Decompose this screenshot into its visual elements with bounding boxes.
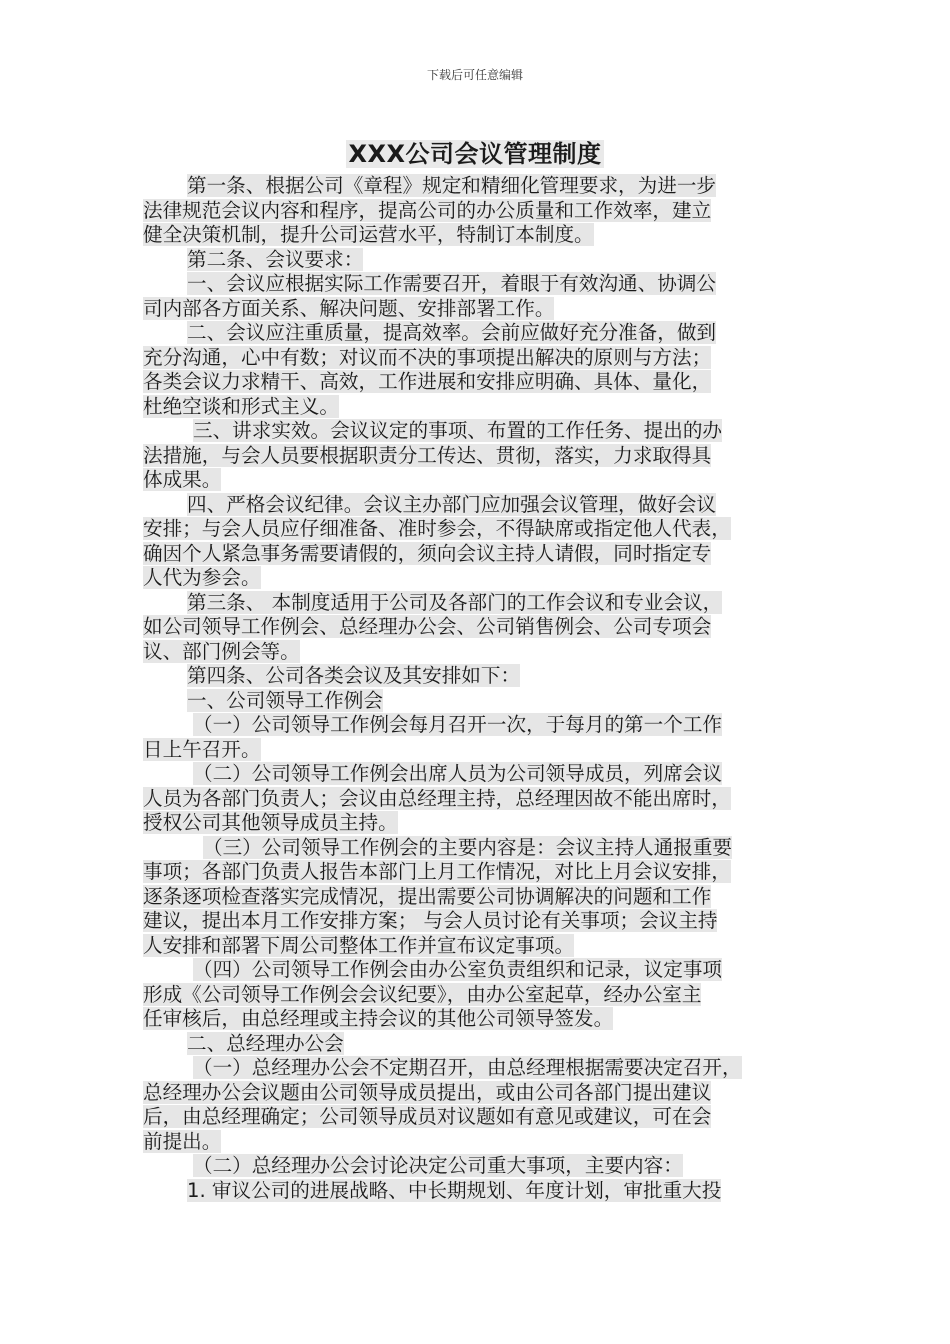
text-line	[143, 591, 815, 616]
text-line	[143, 1179, 815, 1204]
text-line	[143, 370, 815, 395]
document-body	[143, 174, 815, 1203]
line-text: 议、部门例会等。	[143, 639, 300, 663]
line-text: （三）公司领导工作例会的主要内容是：会议主持人通报重要	[203, 835, 733, 859]
text-line	[143, 1032, 815, 1057]
text-line	[143, 909, 815, 934]
line-text: 逐条逐项检查落实完成情况，提出需要公司协调解决的问题和工作	[143, 884, 712, 908]
line-text: （一）公司领导工作例会每月召开一次，于每月的第一个工作	[193, 713, 723, 736]
text-line	[143, 934, 815, 959]
text-line	[143, 493, 815, 518]
text-line	[143, 321, 815, 346]
line-text: 任审核后，由总经理或主持会议的其他公司领导签发。	[143, 1007, 614, 1030]
line-text: （一）总经理办公会不定期召开，由总经理根据需要决定召开，	[193, 1056, 742, 1079]
text-line	[143, 787, 815, 812]
text-line	[143, 297, 815, 322]
line-text: 确因个人紧急事务需要请假的，须向会议主持人请假，同时指定专	[143, 541, 712, 565]
line-text: 事项；各部门负责人报告本部门上月工作情况，对比上月会议安排，	[143, 860, 731, 883]
text-line	[143, 444, 815, 469]
header-note: 下载后可任意编辑	[426, 68, 523, 82]
line-text: 建议，提出本月工作安排方案； 与会人员讨论有关事项；会议主持	[143, 909, 718, 932]
text-line	[143, 174, 815, 199]
line-text: 人代为参会。	[143, 566, 261, 589]
text-line	[143, 958, 815, 983]
line-text: 体成果。	[143, 468, 222, 491]
text-line	[143, 395, 815, 420]
line-text: 法律规范会议内容和程序，提高公司的办公质量和工作效率，建立	[143, 198, 712, 222]
text-line	[143, 419, 815, 444]
line-text: 总经理办公会议题由公司领导成员提出，或由公司各部门提出建议	[143, 1080, 712, 1104]
line-text: 二、总经理办公会	[187, 1031, 344, 1055]
text-line	[143, 542, 815, 567]
line-text: 授权公司其他领导成员主持。	[143, 811, 398, 834]
line-text: （二）总经理办公会讨论决定公司重大事项，主要内容：	[193, 1154, 683, 1177]
text-line	[143, 517, 815, 542]
text-line	[143, 248, 815, 273]
text-line	[143, 1130, 815, 1155]
text-line	[143, 1007, 815, 1032]
line-text: 第三条、 本制度适用于公司及各部门的工作会议和专业会议，	[187, 590, 723, 614]
line-text: 人安排和部署下周公司整体工作并宣布议定事项。	[143, 933, 575, 957]
text-line	[143, 1154, 815, 1179]
line-text: 法措施，与会人员要根据职责分工传达、贯彻，落实，力求取得具	[143, 443, 712, 467]
text-line	[143, 738, 815, 763]
text-line	[143, 885, 815, 910]
line-text: 日上午召开。	[143, 737, 261, 761]
text-line	[143, 346, 815, 371]
line-text: 前提出。	[143, 1129, 222, 1153]
line-text: 安排；与会人员应仔细准备、准时参会，不得缺席或指定他人代表，	[143, 517, 731, 540]
line-text: 杜绝空谈和形式主义。	[143, 394, 339, 418]
text-line	[143, 762, 815, 787]
line-text: 1. 审议公司的进展战略、中长期规划、年度计划，审批重大投	[187, 1178, 722, 1202]
text-line	[143, 223, 815, 248]
title-text: XXX公司会议管理制度	[348, 140, 602, 168]
line-text: 二、会议应注重质量，提高效率。会前应做好充分准备，做到	[187, 321, 717, 344]
line-text: （二）公司领导工作例会出席人员为公司领导成员，列席会议	[193, 762, 723, 785]
line-text: 第一条、根据公司《章程》规定和精细化管理要求，为进一步	[187, 174, 717, 197]
line-text: 第二条、会议要求：	[187, 247, 364, 271]
text-line	[143, 1081, 815, 1106]
line-text: 第四条、公司各类会议及其安排如下：	[187, 664, 521, 687]
text-line	[143, 1105, 815, 1130]
line-text: 后，由总经理确定；公司领导成员对议题如有意见或建议，可在会	[143, 1105, 712, 1128]
line-text: 司内部各方面关系、解决问题、安排部署工作。	[143, 296, 555, 320]
line-text: 四、严格会议纪律。会议主办部门应加强会议管理，做好会议	[187, 492, 717, 516]
text-line	[143, 983, 815, 1008]
line-text: 如公司领导工作例会、总经理办公会、公司销售例会、公司专项会	[143, 615, 712, 638]
document-title	[0, 134, 950, 169]
line-text: 一、会议应根据实际工作需要召开，着眼于有效沟通、协调公	[187, 272, 717, 295]
line-text: （四）公司领导工作例会由办公室负责组织和记录，议定事项	[193, 958, 723, 981]
text-line	[143, 199, 815, 224]
line-text: 人员为各部门负责人；会议由总经理主持，总经理因故不能出席时，	[143, 786, 731, 810]
line-text: 健全决策机制，提升公司运营水平，特制订本制度。	[143, 223, 594, 246]
text-line	[143, 615, 815, 640]
text-line	[143, 272, 815, 297]
text-line	[143, 566, 815, 591]
text-line	[143, 836, 815, 861]
text-line	[143, 664, 815, 689]
text-line	[143, 860, 815, 885]
line-text: 一、公司领导工作例会	[187, 688, 383, 712]
line-text: 形成《公司领导工作例会会议纪要》，由办公室起草，经办公室主	[143, 982, 702, 1006]
text-line	[143, 811, 815, 836]
line-text: 各类会议力求精干、高效，工作进展和安排应明确、具体、量化，	[143, 370, 712, 393]
text-line	[143, 640, 815, 665]
text-line	[143, 713, 815, 738]
line-text: 充分沟通，心中有数；对议而不决的事项提出解决的原则与方法；	[143, 345, 712, 369]
text-line	[143, 1056, 815, 1081]
line-text: 三、讲求实效。会议议定的事项、布置的工作任务、提出的办	[193, 419, 723, 442]
text-line	[143, 689, 815, 714]
text-line	[143, 468, 815, 493]
